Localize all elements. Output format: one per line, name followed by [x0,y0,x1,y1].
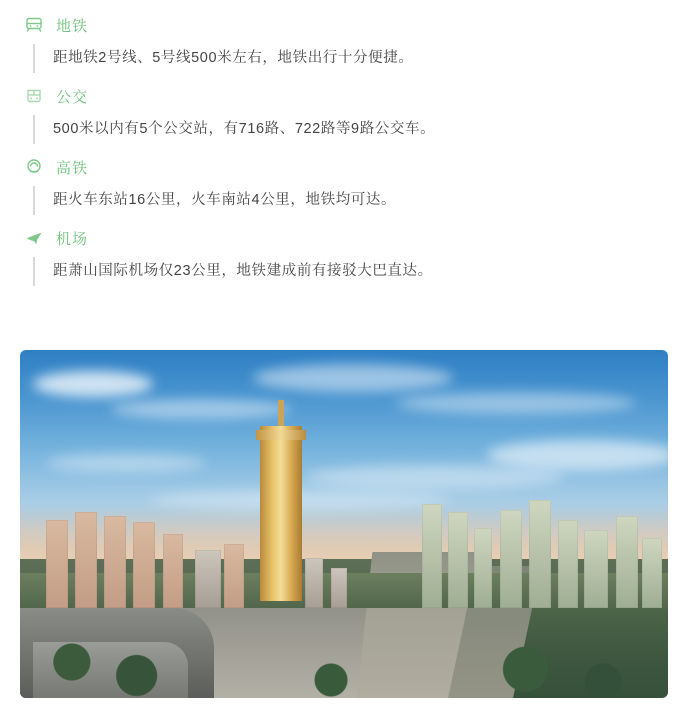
building [75,512,97,608]
building [104,516,126,608]
city-photo-image [20,350,668,698]
item-description: 距地铁2号线、5号线500米左右，地铁出行十分便捷。 [53,50,414,66]
cloud [111,399,291,419]
cloud [33,371,153,397]
item-header [22,225,687,251]
tree-cluster [20,608,668,698]
airplane-icon [22,227,46,249]
building [448,512,468,608]
building [616,516,638,608]
item-title: 地铁 [56,17,89,35]
building [331,568,347,608]
item-description: 距萧山国际机场仅23公里，地铁建成前有接驳大巴直达。 [53,263,433,279]
item-title: 高铁 [56,159,89,177]
item-header [22,83,687,109]
building [584,530,608,608]
item-header [22,154,687,180]
train-icon [22,156,46,178]
list-item [0,154,687,215]
item-body [33,44,687,73]
city-photo [20,350,668,698]
item-body [33,115,687,144]
item-body [33,186,687,215]
item-description: 500米以内有5个公交站，有716路、722路等9路公交车。 [53,121,436,137]
building [474,528,492,608]
building [529,500,551,608]
subway-icon [22,14,46,36]
item-title: 公交 [56,88,89,106]
item-header [22,12,687,38]
cloud [305,465,565,489]
building [195,550,221,608]
list-item [0,225,687,286]
item-body [33,257,687,286]
building [46,520,68,608]
building [133,522,155,608]
list-item [0,83,687,144]
building [224,544,244,608]
item-title: 机场 [56,230,89,248]
transit-info-list [0,0,687,286]
bus-icon [22,85,46,107]
building [642,538,662,608]
building [163,534,183,608]
list-item [0,12,687,73]
item-description: 距火车东站16公里，火车南站4公里，地铁均可达。 [53,192,397,208]
cloud [396,392,636,414]
landmark-tower [260,426,302,601]
building [305,558,323,608]
building [500,510,522,608]
building [558,520,578,608]
building [422,504,442,608]
cloud [253,364,453,392]
